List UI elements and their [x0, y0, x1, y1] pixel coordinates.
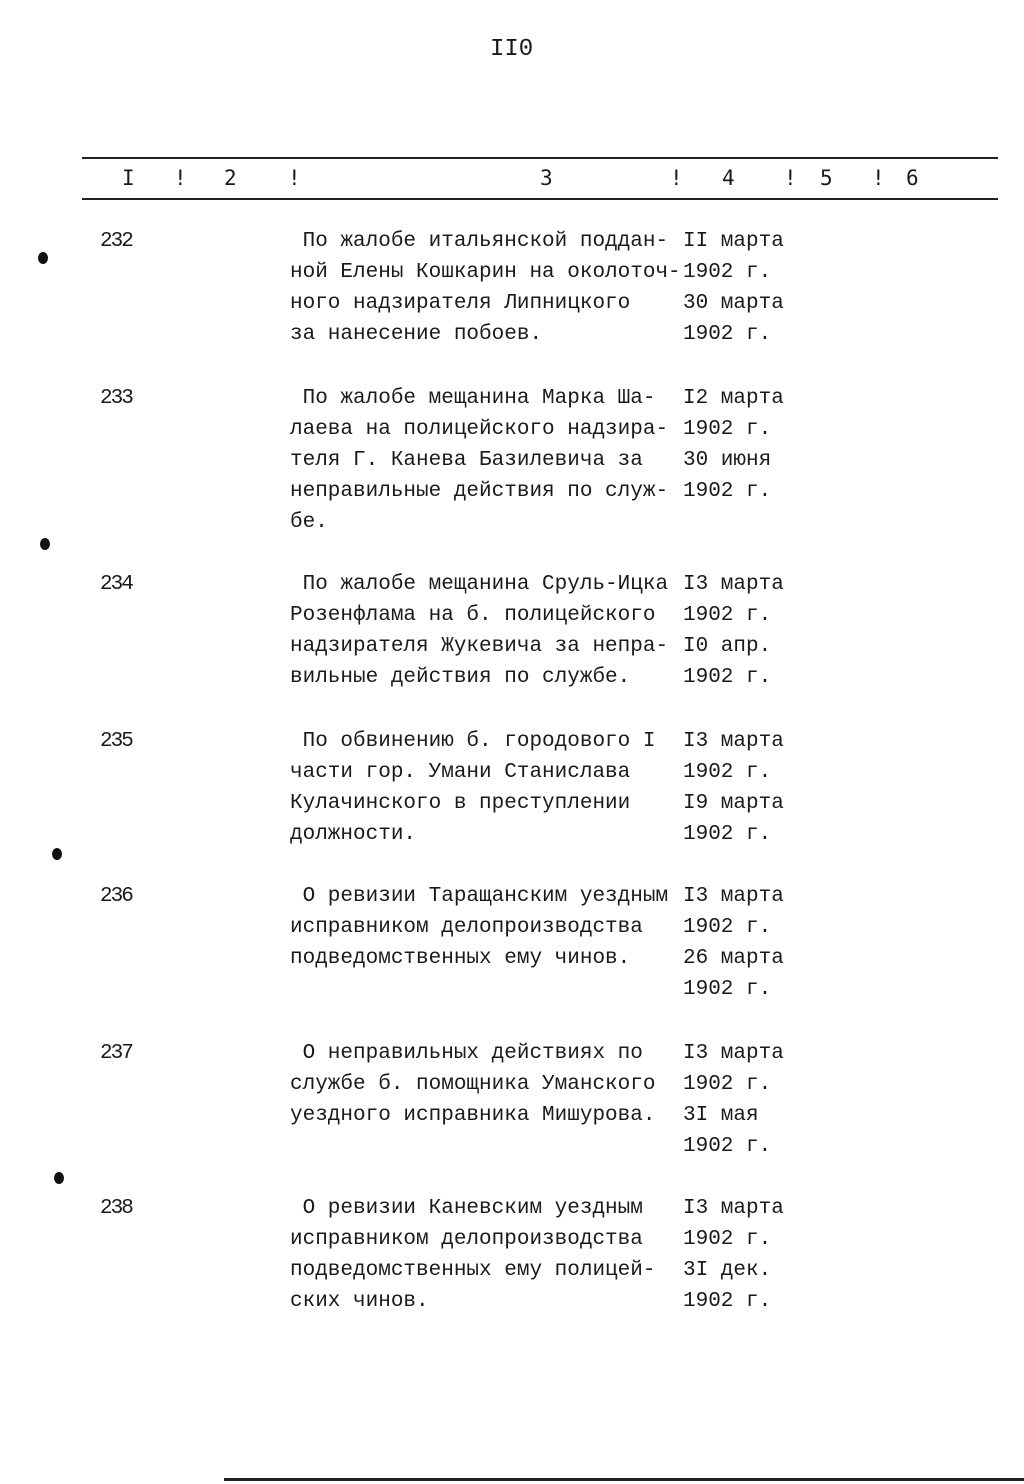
column-header-row [82, 166, 998, 192]
description-line: ного надзирателя Липницкого [290, 292, 631, 315]
column-header-5: 5 [820, 166, 833, 190]
entry-dates [683, 1038, 784, 1162]
entry-number: 232 [100, 230, 132, 253]
date-line: 1902 г. [683, 1073, 772, 1096]
date-line: 1902 г. [683, 1228, 772, 1251]
entry-description [290, 726, 655, 850]
column-header-6: 6 [906, 166, 919, 190]
date-line: 1902 г. [683, 761, 772, 784]
date-line: 3I дек. [683, 1259, 772, 1282]
date-line: 1902 г. [683, 978, 772, 1001]
column-separator: ! [174, 166, 187, 190]
description-line: должности. [290, 823, 417, 846]
entry-number: 233 [100, 387, 132, 410]
entry-description [290, 569, 668, 693]
date-line: I9 марта [683, 792, 784, 815]
date-line: I0 апр. [683, 635, 772, 658]
header-bottom-rule [82, 198, 998, 200]
description-line: неправильные действия по служ- [290, 480, 669, 503]
description-line: О ревизии Таращанским уездным [290, 885, 669, 908]
description-line: По жалобе итальянской поддан- [290, 230, 669, 253]
description-line: надзирателя Жукевича за непра- [290, 635, 669, 658]
description-line: исправником делопроизводства [290, 916, 643, 939]
header-top-rule [82, 157, 998, 159]
date-line: II марта [683, 230, 784, 253]
description-line: части гор. Умани Станислава [290, 761, 631, 784]
description-line: уездного исправника Мишурова. [290, 1104, 656, 1127]
column-header-2: 2 [224, 166, 237, 190]
description-line: По жалобе мещанина Марка Ша- [290, 387, 656, 410]
description-line: О ревизии Каневским уездным [290, 1197, 643, 1220]
date-line: 1902 г. [683, 261, 772, 284]
date-line: 1902 г. [683, 823, 772, 846]
column-header-3: 3 [540, 166, 553, 190]
column-header-1: I [122, 166, 135, 190]
entry-number: 236 [100, 885, 132, 908]
date-line: I3 марта [683, 573, 784, 596]
date-line: 1902 г. [683, 480, 772, 503]
description-line: теля Г. Канева Базилевича за [290, 449, 643, 472]
date-line: 1902 г. [683, 418, 772, 441]
description-line: По обвинению б. городового I [290, 730, 656, 753]
entry-description [290, 1193, 655, 1317]
description-line: О неправильных действиях по [290, 1042, 643, 1065]
date-line: 3I мая [683, 1104, 759, 1127]
date-line: I3 марта [683, 1042, 784, 1065]
punch-hole-mark [40, 538, 50, 550]
page-number: II0 [490, 36, 534, 63]
description-line: вильные действия по службе. [290, 666, 631, 689]
entry-number: 238 [100, 1197, 132, 1220]
punch-hole-mark [54, 1172, 64, 1184]
date-line: 1902 г. [683, 666, 772, 689]
column-separator: ! [288, 166, 301, 190]
date-line: I3 марта [683, 730, 784, 753]
entry-dates [683, 726, 784, 850]
date-line: I3 марта [683, 1197, 784, 1220]
description-line: исправником делопроизводства [290, 1228, 643, 1251]
date-line: I2 марта [683, 387, 784, 410]
entry-description [290, 1038, 655, 1131]
entry-description [290, 383, 668, 538]
entry-number: 237 [100, 1042, 132, 1065]
date-line: 1902 г. [683, 1135, 772, 1158]
date-line: 30 марта [683, 292, 784, 315]
entry-number: 235 [100, 730, 132, 753]
entry-dates [683, 881, 784, 1005]
date-line: 1902 г. [683, 1290, 772, 1313]
description-line: лаева на полицейского надзира- [290, 418, 669, 441]
entry-dates [683, 383, 784, 507]
date-line: 1902 г. [683, 916, 772, 939]
date-line: 30 июня [683, 449, 772, 472]
punch-hole-mark [38, 252, 48, 264]
description-line: подведомственных ему полицей- [290, 1259, 656, 1282]
description-line: Кулачинского в преступлении [290, 792, 631, 815]
date-line: I3 марта [683, 885, 784, 908]
description-line: службе б. помощника Уманского [290, 1073, 656, 1096]
date-line: 1902 г. [683, 323, 772, 346]
description-line: ной Елены Кошкарин на околоточ- [290, 261, 681, 284]
date-line: 26 марта [683, 947, 784, 970]
description-line: ских чинов. [290, 1290, 429, 1313]
description-line: Розенфлама на б. полицейского [290, 604, 656, 627]
entry-dates [683, 226, 784, 350]
description-line: за нанесение побоев. [290, 323, 543, 346]
column-header-4: 4 [722, 166, 735, 190]
entry-description [290, 881, 668, 974]
punch-hole-mark [52, 848, 62, 860]
entry-description [290, 226, 681, 350]
description-line: подведомственных ему чинов. [290, 947, 631, 970]
entry-dates [683, 569, 784, 693]
date-line: 1902 г. [683, 604, 772, 627]
column-separator: ! [784, 166, 797, 190]
page-bottom-edge [224, 1478, 1024, 1481]
description-line: бе. [290, 511, 328, 534]
description-line: По жалобе мещанина Сруль-Ицка [290, 573, 669, 596]
column-separator: ! [872, 166, 885, 190]
column-separator: ! [670, 166, 683, 190]
entry-number: 234 [100, 573, 132, 596]
entry-dates [683, 1193, 784, 1317]
